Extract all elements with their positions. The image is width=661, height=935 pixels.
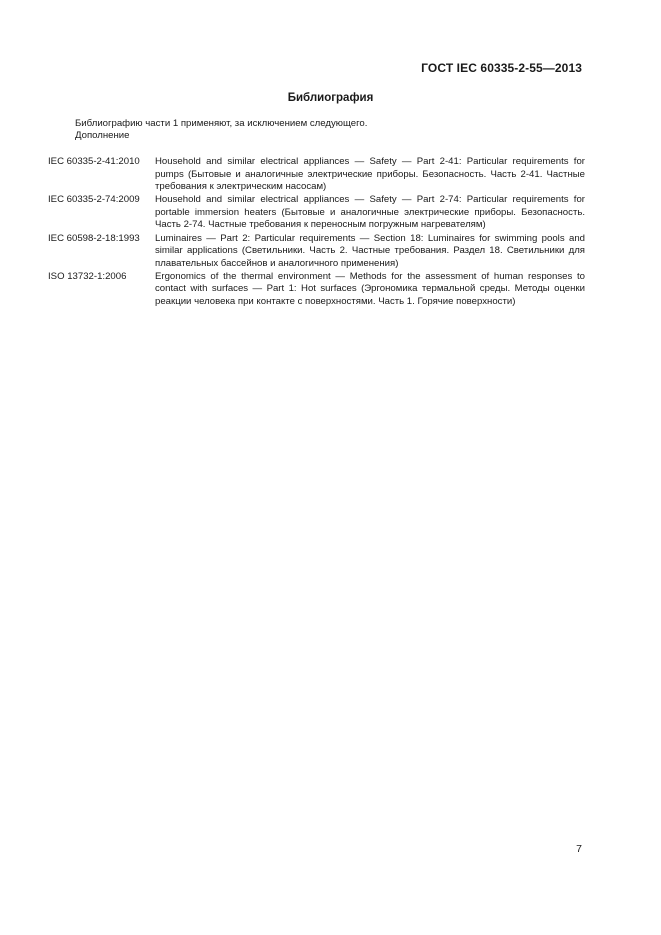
reference-entry	[48, 194, 585, 232]
section-title: Библиография	[287, 92, 374, 104]
reference-id: IEC 60598-2-18:1993	[48, 232, 140, 244]
reference-entry	[48, 271, 585, 309]
reference-text: Ergonomics of the thermal environment — Methods for the assessment of human responses to contact with surfaces — Part 1: Hot surfaces (Эргономика термальной среды. Методы оценки реакции человека при контакте с поверхностями. Часть 1. Горячие поверхности)	[155, 270, 585, 308]
references-list	[48, 156, 585, 309]
reference-text: Household and similar electrical appliances — Safety — Part 2-74: Particular requirements for portable immersion heaters (Бытовые и аналогичные электрические приборы. Безопасность. Часть 2-74. Частные требования к переносным погружным нагревателям)	[155, 194, 585, 231]
page-number: 7	[576, 843, 582, 855]
intro-line: Дополнение	[75, 130, 130, 141]
reference-id: ISO 13732-1:2006	[48, 270, 127, 282]
reference-entry	[48, 156, 585, 194]
reference-text: Luminaires — Part 2: Particular requirements — Section 18: Luminaires for swimming pools and similar applications (Светильники. Часть 2. Частные требования. Раздел 18. Светильники для плавательных бассейнов и аналогичного применения)	[155, 232, 585, 269]
document-code: ГОСТ IEC 60335-2-55—2013	[421, 61, 582, 75]
reference-text: Household and similar electrical appliances — Safety — Part 2-41: Particular requirements for pumps (Бытовые и аналогичные электрические приборы. Безопасность. Часть 2-41. Частные требования к электрическим насосам)	[155, 156, 585, 193]
reference-id: IEC 60335-2-74:2009	[48, 194, 140, 206]
reference-id: IEC 60335-2-41:2010	[48, 156, 140, 167]
intro-line: Библиографию части 1 применяют, за исключением следующего.	[75, 118, 368, 129]
intro-paragraph	[75, 118, 367, 142]
reference-entry	[48, 233, 585, 271]
